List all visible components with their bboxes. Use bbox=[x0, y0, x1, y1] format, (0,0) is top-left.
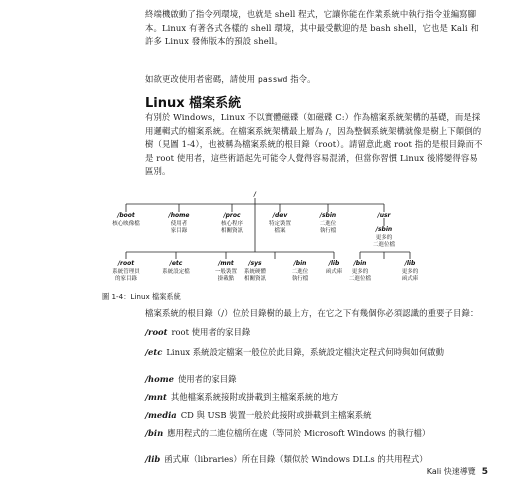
directory-path: /root bbox=[145, 327, 168, 337]
tree-node-description: 系統設定檔 bbox=[162, 269, 190, 275]
tree-node-path: /usr bbox=[377, 212, 391, 219]
tree-node-description: 一般裝置 bbox=[214, 269, 238, 275]
passwd-command: passwd bbox=[257, 75, 288, 84]
directory-list-item bbox=[145, 326, 490, 340]
filesystem-tree-diagram bbox=[0, 188, 520, 298]
intro-paragraph: 終端機啟動了指令列環境，也就是 shell 程式，它讓你能在作業系統中執行指令並編寫腳本。Linux 有著各式各樣的 shell 環境，其中最受歡迎的是 bash shell，它也是 Kali 和許多 Linux 發佈版本的預設 shell。 bbox=[145, 9, 479, 47]
directory-path: /lib bbox=[145, 454, 161, 464]
directory-list-item bbox=[145, 391, 490, 405]
directory-description: root 使用者的家目錄 bbox=[171, 327, 251, 337]
tree-node-description: 二進位 bbox=[291, 269, 309, 275]
page-footer bbox=[427, 466, 488, 477]
directory-description: 其他檔案系統接附或掛載到主檔案系統的地方 bbox=[170, 392, 339, 402]
directory-description: 應用程式的二進位檔所在處（等同於 Microsoft Windows 的執行檔） bbox=[167, 428, 431, 438]
tree-node-description: 特定裝置 bbox=[268, 221, 292, 227]
tree-node-description: 檔案 bbox=[274, 228, 286, 234]
section-heading: Linux 檔案系統 bbox=[145, 96, 242, 111]
tree-node-description: 更多的 bbox=[401, 269, 419, 275]
tree-root-label: / bbox=[253, 191, 257, 198]
tree-node-description: 執行檔 bbox=[319, 228, 337, 234]
tree-node-description: 二進位檔 bbox=[372, 242, 396, 248]
tree-node-path: /sys bbox=[248, 260, 262, 267]
passwd-text-b: 指令。 bbox=[287, 74, 316, 84]
directory-list-item bbox=[145, 409, 490, 423]
footer-label: Kali 快速導覽 bbox=[426, 467, 476, 476]
directory-list-item bbox=[145, 346, 490, 360]
directory-list-item bbox=[145, 427, 490, 441]
tree-node-path: /etc bbox=[169, 260, 183, 267]
tree-node-description: 更多的 bbox=[351, 269, 369, 275]
directory-list-item bbox=[145, 453, 490, 467]
directory-description: CD 與 USB 裝置一般於此接附或掛載到主檔案系統 bbox=[180, 410, 372, 420]
tree-node-description: 掛載點 bbox=[217, 276, 235, 282]
tree-node-path: /proc bbox=[223, 212, 241, 219]
directory-path: /mnt bbox=[145, 392, 167, 402]
tree-node-description: 函式庫 bbox=[325, 269, 343, 275]
tree-node-path: /boot bbox=[117, 212, 135, 219]
page-number: 5 bbox=[481, 467, 488, 477]
tree-node-path: /dev bbox=[272, 212, 288, 219]
directory-description: 使用者的家目錄 bbox=[177, 374, 237, 384]
tree-node-description: 相關資訊 bbox=[220, 228, 244, 234]
directory-description: 函式庫（libraries）所在目錄（類似於 Windows DLLs 的共用程式） bbox=[164, 454, 428, 464]
passwd-paragraph bbox=[145, 73, 485, 87]
tree-node-path: /sbin bbox=[319, 212, 337, 219]
tree-node-path: /sbin bbox=[375, 226, 393, 233]
tree-node-path: /mnt bbox=[218, 260, 234, 267]
filesystem-paragraph: 有別於 Windows，Linux 不以實體磁碟（如磁碟 C:）作為檔案系統架構的基礎，而是採用邏輯式的檔案系統。在檔案系統架構最上層為 /，因為整個系統架構就像是樹上下顛倒的樹（見圖 1-4），也被稱為檔案系統的根目錄（root）。請留意此處 root 指的是根目錄而不是 root 使用者，這些術語起先可能令人覺得容易混淆，但當你習慣 Linux 後將變得容易區別。 bbox=[145, 112, 483, 177]
tree-node-description: 系統硬體 bbox=[243, 269, 267, 275]
directory-path: /bin bbox=[145, 428, 164, 438]
tree-node-path: /bin bbox=[353, 260, 367, 267]
tree-node-description: 核心映像檔 bbox=[112, 221, 140, 227]
tree-node-description: 函式庫 bbox=[401, 276, 419, 282]
directory-path: /home bbox=[145, 374, 174, 384]
directory-description: Linux 系統設定檔案一般位於此目錄，系統設定檔決定程式何時與如何啟動 bbox=[166, 347, 445, 357]
tree-node-path: /root bbox=[117, 260, 135, 267]
directory-path: /media bbox=[145, 410, 177, 420]
tree-node-description: 更多的 bbox=[375, 235, 393, 241]
tree-node-description: 系統管理員 bbox=[112, 269, 140, 275]
root-dir-paragraph: 檔案系統的根目錄（/）位於目錄樹的最上方，在它之下有幾個你必須認識的重要子目錄： bbox=[145, 308, 479, 318]
directory-path: /etc bbox=[145, 347, 163, 357]
directory-list-item bbox=[145, 373, 490, 387]
tree-node-description: 二進位 bbox=[319, 221, 337, 227]
tree-node-description: 執行檔 bbox=[291, 276, 309, 282]
passwd-text-a: 如欲更改使用者密碼，請使用 bbox=[145, 74, 258, 84]
tree-node-path: /lib bbox=[328, 260, 340, 267]
tree-node-path: /home bbox=[168, 212, 190, 219]
tree-node-description: 使用者 bbox=[170, 221, 188, 227]
tree-node-path: /lib bbox=[404, 260, 416, 267]
tree-node-description: 的家目錄 bbox=[114, 276, 138, 282]
tree-node-description: 二進位檔 bbox=[348, 276, 372, 282]
figure-caption: 圖 1-4：Linux 檔案系統 bbox=[102, 292, 181, 301]
tree-node-description: 核心程序 bbox=[220, 221, 244, 227]
tree-node-path: /bin bbox=[293, 260, 307, 267]
tree-node-description: 家目錄 bbox=[170, 228, 188, 234]
tree-node-description: 相關資訊 bbox=[243, 276, 267, 282]
